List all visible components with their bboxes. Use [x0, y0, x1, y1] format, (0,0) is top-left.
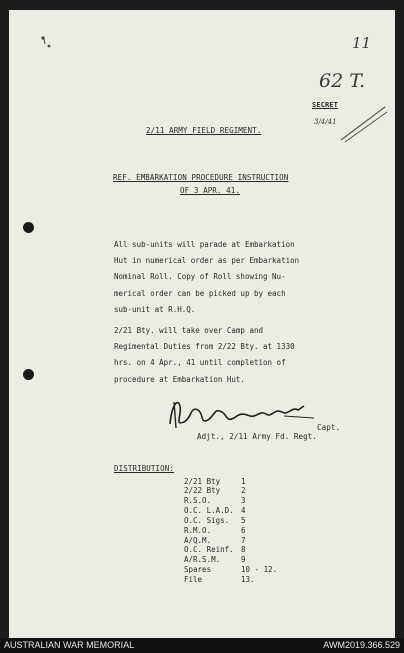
- distribution-name: O.C. Reinf.: [184, 545, 234, 554]
- archive-accession-number: AWM2019.366.529: [323, 640, 400, 650]
- distribution-row: [184, 575, 255, 584]
- paragraph-1-line: Nominal Roll. Copy of Roll showing Nu-: [114, 272, 286, 282]
- distribution-row: [184, 516, 246, 525]
- paragraph-2-line: procedure at Embarkation Hut.: [114, 374, 245, 384]
- distribution-name: A/Q.M.: [184, 536, 212, 545]
- paragraph-2-line: 2/21 Bty. will take over Camp and: [114, 326, 264, 335]
- punch-hole-bottom: [23, 369, 34, 380]
- distribution-copy: 6: [241, 526, 246, 535]
- distribution-name: 2/21 Bty: [184, 477, 221, 486]
- signature: [164, 394, 319, 432]
- archive-name: AUSTRALIAN WAR MEMORIAL: [4, 640, 135, 650]
- distribution-row: [184, 526, 246, 535]
- paragraph-1-line: Hut in numerical order as per Embarkation: [114, 256, 300, 266]
- distribution-copy: 10 - 12.: [241, 565, 278, 574]
- paragraph-1-line: All sub-units will parade at Embarkation: [114, 240, 295, 249]
- distribution-row: [184, 486, 246, 495]
- distribution-heading: DISTRIBUTION:: [114, 464, 174, 473]
- distribution-row: [184, 506, 246, 515]
- date-handwritten: 3/4/41: [314, 118, 337, 126]
- distribution-row: [184, 545, 246, 554]
- page-number-handwritten: 11: [352, 34, 372, 52]
- file-reference-handwritten: 62 T.: [319, 70, 366, 92]
- distribution-row: [184, 536, 246, 545]
- paragraph-1-line: merical order can be picked up by each: [114, 288, 286, 298]
- distribution-name: File: [184, 575, 203, 584]
- distribution-row: [184, 477, 246, 486]
- paragraph-1: [114, 237, 299, 318]
- distribution-name: O.C. L.A.D.: [184, 506, 234, 515]
- distribution-name: O.C. Sigs.: [184, 516, 230, 525]
- distribution-copy: 3: [241, 496, 246, 505]
- distribution-copy: 7: [241, 536, 246, 545]
- distribution-copy: 8: [241, 545, 246, 554]
- distribution-name: Spares: [184, 565, 212, 574]
- distribution-row: [184, 496, 246, 505]
- archive-footer: [0, 638, 404, 653]
- paragraph-1-line: sub-unit at R.H.Q.: [114, 304, 196, 314]
- corner-mark: [39, 35, 59, 55]
- paragraph-2-line: Regimental Duties from 2/22 Bty. at 1330: [114, 342, 295, 352]
- distribution-row: [184, 555, 246, 564]
- signatory-appointment: Adjt., 2/11 Army Fd. Regt.: [197, 432, 317, 441]
- distribution-copy: 4: [241, 506, 246, 515]
- document-page: [9, 10, 395, 638]
- classification-stamp: SECRET: [312, 101, 338, 109]
- signatory-rank: Capt.: [317, 423, 341, 432]
- unit-heading: 2/11 ARMY FIELD REGIMENT.: [146, 126, 262, 135]
- distribution-row: [184, 565, 278, 574]
- paragraph-2: [114, 323, 295, 388]
- reference-line-1: REF. EMBARKATION PROCEDURE INSTRUCTION: [113, 173, 289, 182]
- distribution-copy: 2: [241, 486, 246, 495]
- distribution-name: R.M.O.: [184, 526, 212, 535]
- distribution-name: R.S.O.: [184, 496, 212, 505]
- distribution-copy: 5: [241, 516, 246, 525]
- distribution-name: A/R.S.M.: [184, 555, 221, 564]
- distribution-name: 2/22 Bty: [184, 486, 221, 495]
- reference-line-2: OF 3 APR. 41.: [180, 186, 240, 195]
- underline-stroke-handwritten: [339, 104, 389, 144]
- paragraph-2-line: hrs. on 4 Apr., 41 until completion of: [114, 358, 286, 368]
- distribution-copy: 9: [241, 555, 246, 564]
- distribution-copy: 1: [241, 477, 246, 486]
- punch-hole-top: [23, 222, 34, 233]
- distribution-copy: 13.: [241, 575, 255, 584]
